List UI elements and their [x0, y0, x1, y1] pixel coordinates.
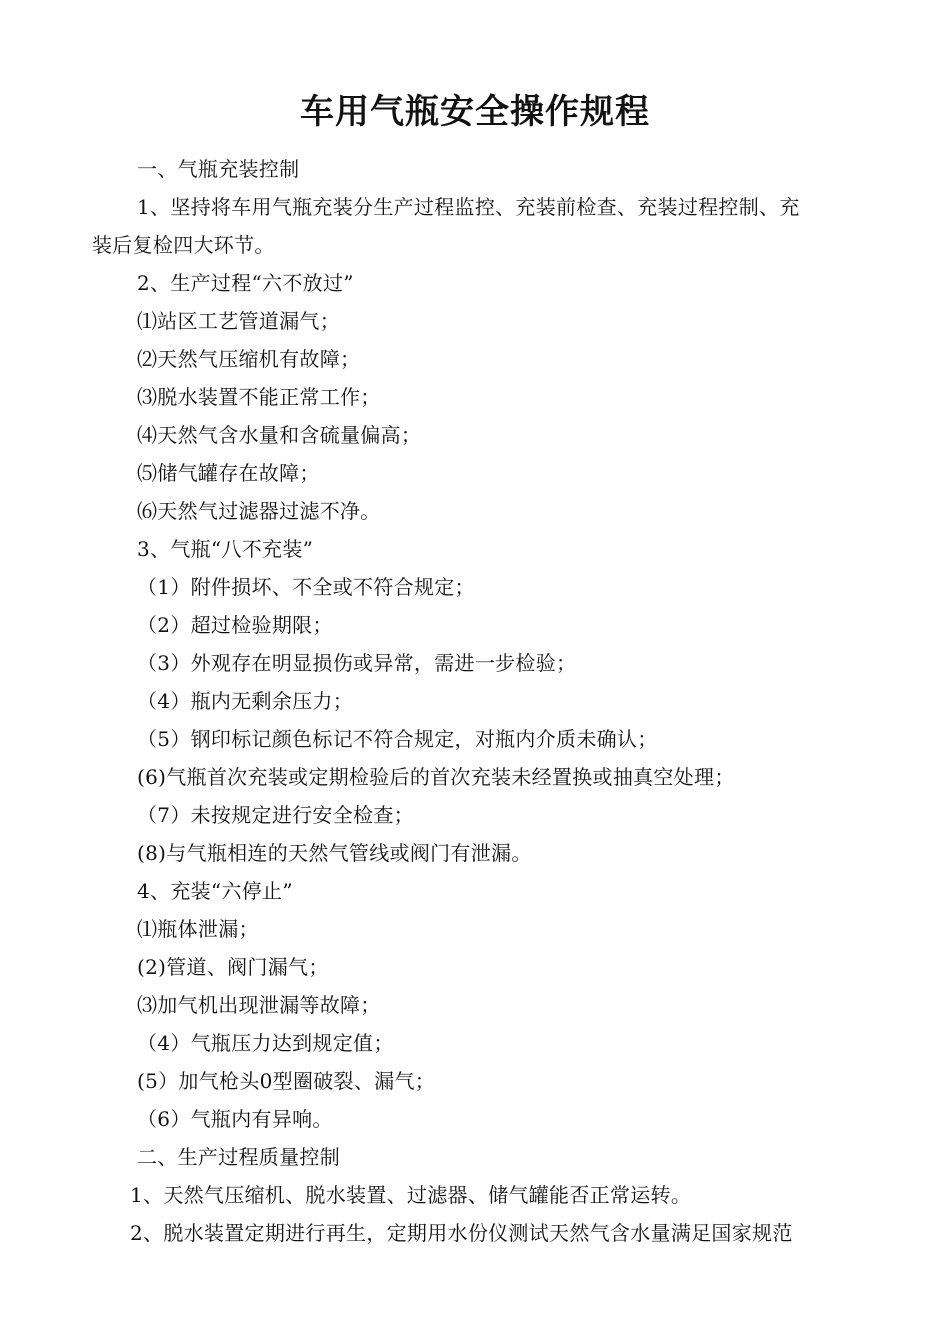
list-item: （5）钢印标记颜色标记不符合规定，对瓶内介质未确认；	[137, 727, 658, 751]
paragraph-line: 2、脱水装置定期进行再生，定期用水份仪测试天然气含水量满足国家规范	[130, 1221, 793, 1245]
section-heading: 二、生产过程质量控制	[137, 1145, 340, 1169]
subsection-heading: 4、充装“六停止”	[137, 879, 293, 903]
list-item: ⑸储气罐存在故障；	[137, 461, 320, 485]
list-item: (8)与气瓶相连的天然气管线或阀门有泄漏。	[137, 841, 532, 865]
list-item: （4）瓶内无剩余压力；	[137, 689, 354, 713]
section-heading: 一、气瓶充装控制	[137, 157, 300, 181]
paragraph-line: 1、坚持将车用气瓶充装分生产过程监控、充装前检查、充装过程控制、充	[137, 195, 800, 219]
list-item: （7）未按规定进行安全检查；	[137, 803, 414, 827]
list-item: ⑹天然气过滤器过滤不净。	[137, 499, 381, 523]
list-item: ⑶脱水装置不能正常工作；	[137, 385, 381, 409]
list-item: （3）外观存在明显损伤或异常，需进一步检验；	[137, 651, 577, 675]
paragraph-line: 装后复检四大环节。	[92, 233, 275, 257]
list-item: （4）气瓶压力达到规定值；	[137, 1031, 394, 1055]
list-item: ⑵天然气压缩机有故障；	[137, 347, 361, 371]
document-title: 车用气瓶安全操作规程	[300, 92, 650, 132]
list-item: ⑷天然气含水量和含硫量偏高；	[137, 423, 422, 447]
list-item: ⑶加气机出现泄漏等故障；	[137, 993, 381, 1017]
list-item: （2）超过检验期限；	[137, 613, 333, 637]
list-item: ⑴瓶体泄漏；	[137, 917, 259, 941]
list-item: (2)管道、阀门漏气；	[137, 955, 329, 979]
list-item: （1）附件损坏、不全或不符合规定；	[137, 575, 475, 599]
subsection-heading: 3、气瓶“八不充装”	[137, 537, 314, 561]
paragraph-line: 1、天然气压缩机、脱水装置、过滤器、储气罐能否正常运转。	[130, 1183, 692, 1207]
list-item: (5）加气枪头0型圈破裂、漏气；	[137, 1069, 436, 1093]
list-item: (6)气瓶首次充装或定期检验后的首次充装未经置换或抽真空处理；	[137, 765, 735, 789]
list-item: ⑴站区工艺管道漏气；	[137, 309, 340, 333]
subsection-heading: 2、生产过程“六不放过”	[137, 271, 354, 295]
list-item: （6）气瓶内有异响。	[137, 1107, 333, 1131]
